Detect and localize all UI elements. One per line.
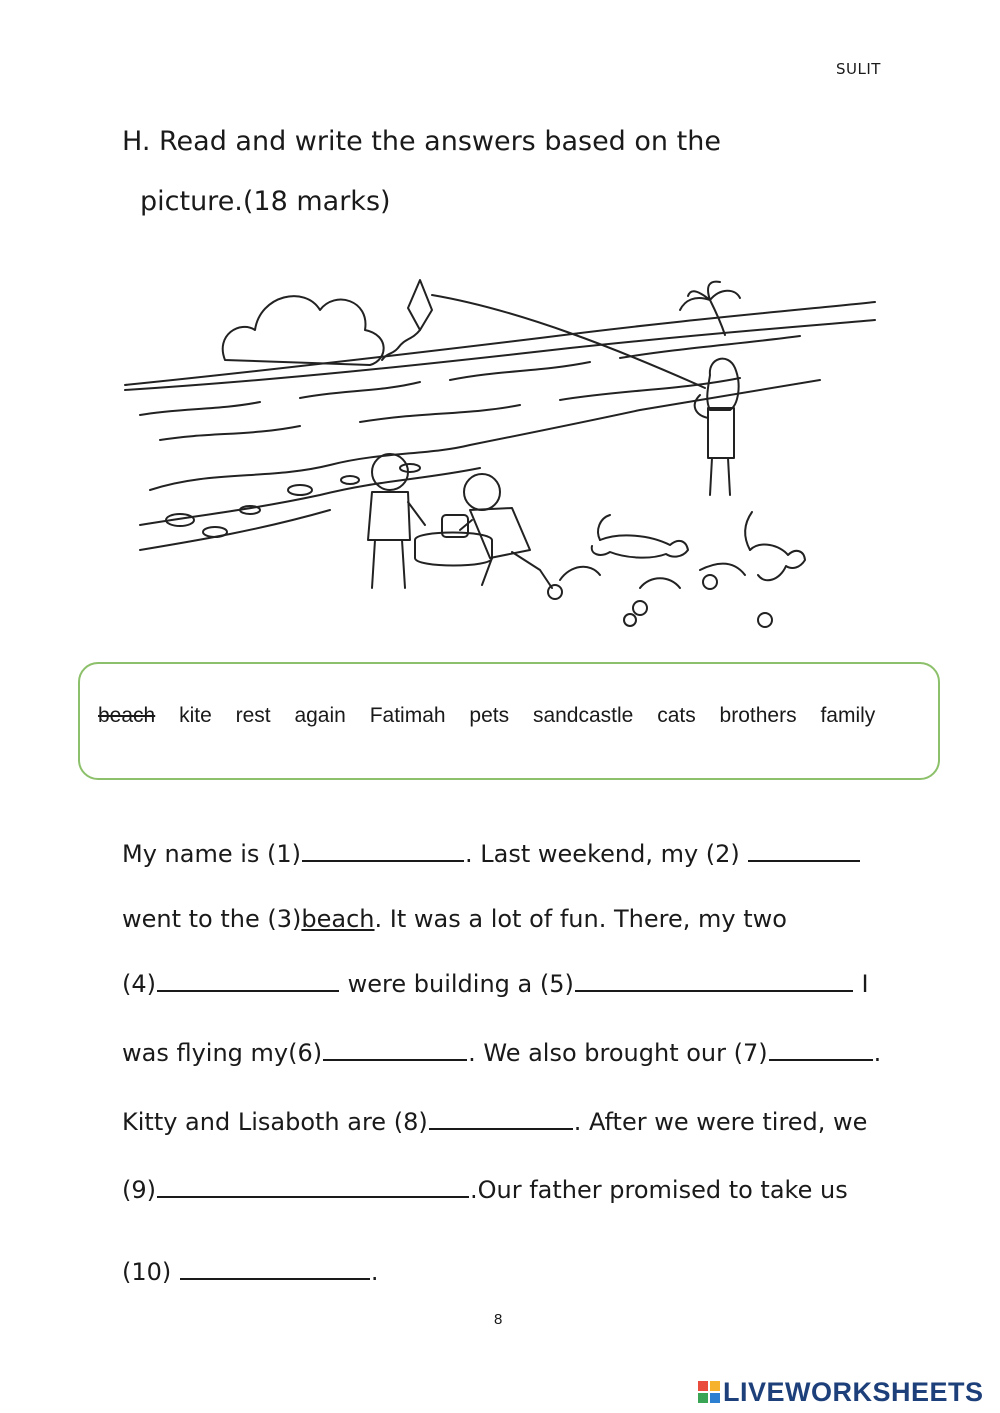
passage-line-3 [122, 968, 869, 998]
blank-4[interactable] [157, 968, 339, 992]
wave-lines [140, 336, 800, 440]
passage-line-7 [122, 1256, 379, 1286]
passage-text: I [853, 970, 869, 998]
passage-text: (4) [122, 970, 156, 998]
palm-tree [680, 282, 740, 335]
word-cats: cats [657, 704, 696, 727]
passage-text: . After we were tired, we [573, 1108, 868, 1136]
kite [408, 280, 432, 330]
passage-line-5 [122, 1106, 867, 1136]
word-bank-list [98, 704, 875, 728]
word-bank-box [78, 662, 940, 780]
beach-picture [120, 240, 880, 648]
instruction-line-2: picture.(18 marks) [140, 186, 391, 217]
blank-9[interactable] [157, 1174, 469, 1198]
liveworksheets-logo[interactable] [698, 1377, 984, 1408]
passage-text: . [370, 1258, 379, 1286]
blank-1[interactable] [302, 838, 464, 862]
cat-right [745, 512, 805, 580]
passage-text: Kitty and Lisaboth are (8) [122, 1108, 428, 1136]
passage-line-1 [122, 838, 861, 868]
header-sulit: SULIT [836, 60, 881, 78]
word-pets: pets [469, 704, 510, 727]
blank-2[interactable] [748, 838, 860, 862]
blank-6[interactable] [323, 1037, 467, 1061]
passage-text: (10) [122, 1258, 179, 1286]
word-family: family [820, 704, 876, 727]
word-brothers: brothers [719, 704, 797, 727]
passage-text: . It was a lot of fun. There, my two [374, 905, 787, 933]
cloud [223, 296, 384, 365]
blank-10[interactable] [180, 1256, 370, 1280]
cat-left [592, 515, 688, 558]
passage-text: . We also brought our (7) [468, 1039, 768, 1067]
answer-3: beach [301, 905, 375, 933]
passage-text: . [873, 1039, 882, 1067]
passage-text: was flying my(6) [122, 1039, 323, 1067]
instruction-line-1: H. Read and write the answers based on the [122, 126, 721, 157]
blank-8[interactable] [429, 1106, 573, 1130]
boy-right-figure [460, 474, 552, 588]
blank-7[interactable] [769, 1037, 873, 1061]
sandcastle [415, 515, 492, 566]
word-again: again [294, 704, 346, 727]
passage-line-2 [122, 905, 787, 933]
passage-line-6 [122, 1174, 848, 1204]
blank-5[interactable] [575, 968, 853, 992]
liveworksheets-logo-icon [698, 1381, 720, 1403]
page-number: 8 [494, 1311, 503, 1328]
brand-name: LIVEWORKSHEETS [723, 1377, 984, 1407]
word-kite: kite [179, 704, 212, 727]
kite-string [432, 295, 705, 388]
passage-text: (9) [122, 1176, 156, 1204]
passage-text: My name is (1) [122, 840, 302, 868]
word-sandcastle: sandcastle [532, 704, 634, 727]
boy-left-figure [368, 454, 425, 588]
word-rest: rest [235, 704, 271, 727]
word-beach: beach [98, 704, 156, 727]
passage-text: went to the (3) [122, 905, 302, 933]
word-fatimah: Fatimah [369, 704, 446, 727]
passage-text: .Our father promised to take us [470, 1176, 848, 1204]
passage-text: were building a (5) [340, 970, 574, 998]
passage-text: . Last weekend, my (2) [465, 840, 748, 868]
passage-line-4 [122, 1037, 881, 1067]
